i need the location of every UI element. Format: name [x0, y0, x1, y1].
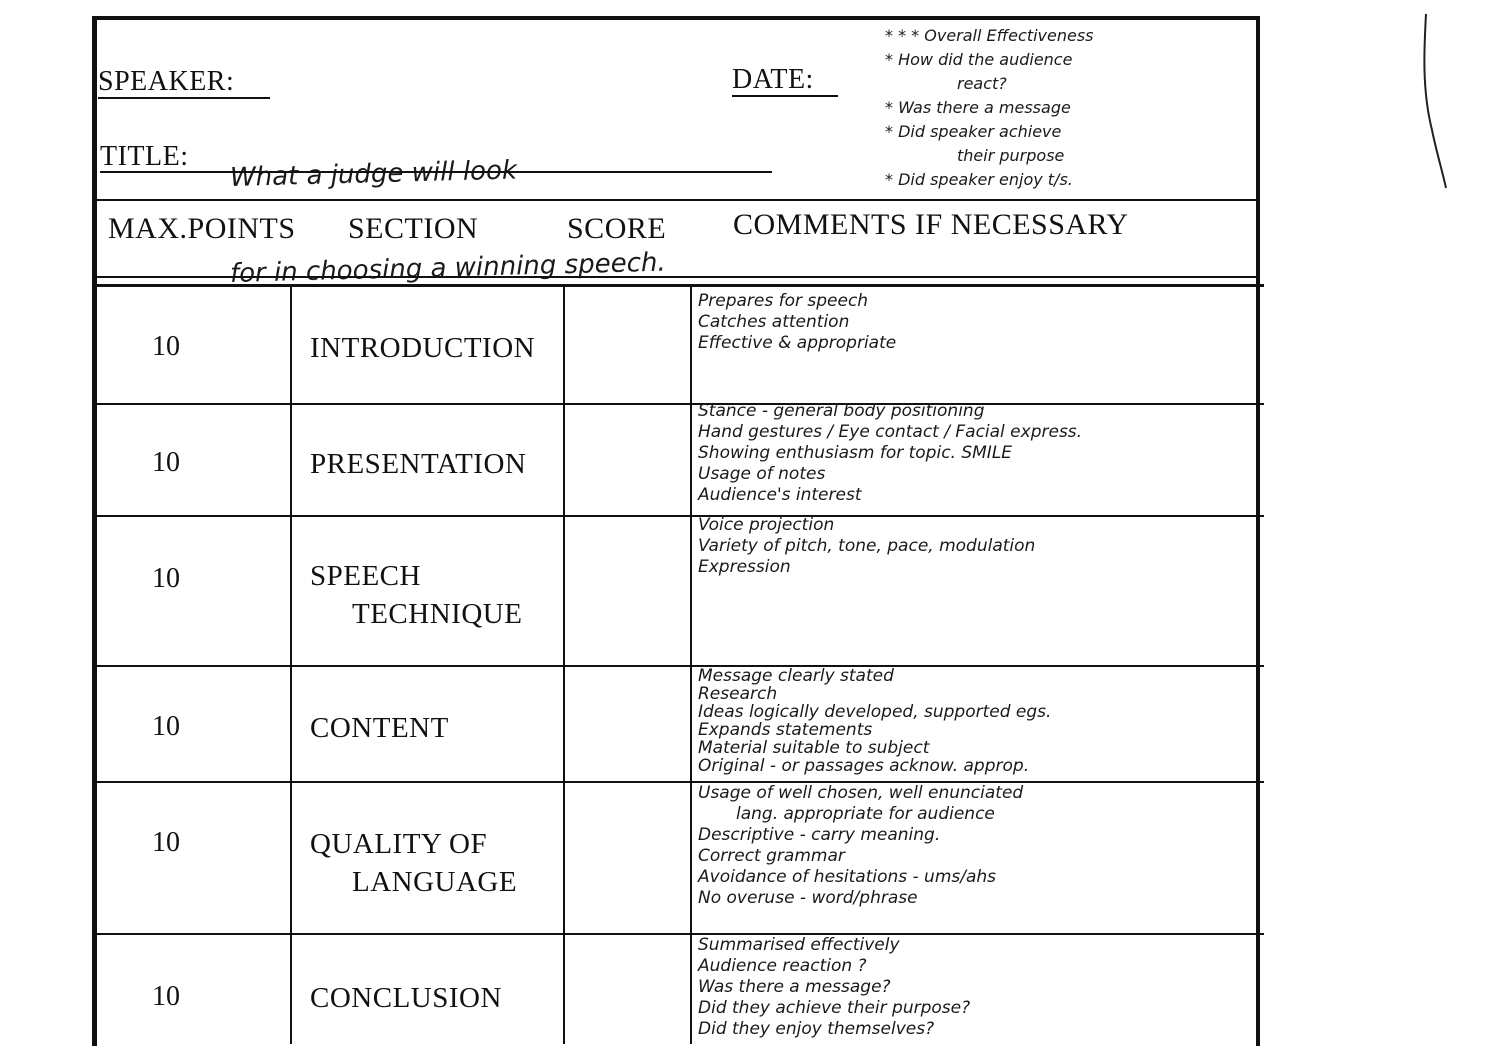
column-section: SECTION — [348, 212, 479, 245]
note-purpose: their purpose — [957, 146, 1065, 165]
margin-mark — [1420, 10, 1450, 190]
comment-line: Hand gestures / Eye contact / Facial express. — [698, 422, 1083, 442]
comment-line: lang. appropriate for audience — [736, 804, 995, 824]
comment-line: Variety of pitch, tone, pace, modulation — [698, 536, 1036, 556]
row-section — [310, 979, 502, 1017]
corner-notes — [885, 24, 1255, 192]
note-achieve: * Did speaker achieve — [885, 122, 1062, 141]
header-divider-top — [96, 199, 1260, 201]
row-comments — [698, 401, 1258, 506]
section-line-1: SPEECH — [310, 560, 421, 592]
section-line-2: LANGUAGE — [352, 866, 518, 898]
section-line-1: INTRODUCTION — [310, 332, 536, 364]
note-enjoy: * Did speaker enjoy t/s. — [885, 170, 1073, 189]
row-section — [310, 709, 449, 747]
column-comments: COMMENTS IF NECESSARY — [733, 208, 1129, 241]
row-section — [310, 445, 526, 483]
row-comments — [698, 667, 1258, 775]
row-points: 10 — [152, 447, 180, 478]
comment-line: Was there a message? — [698, 977, 891, 997]
comment-line: Audience's interest — [698, 485, 862, 505]
comment-line: Correct grammar — [698, 846, 845, 866]
comment-line: No overuse - word/phrase — [698, 888, 918, 908]
scoring-table — [92, 284, 1264, 1044]
row-comments — [698, 935, 1258, 1040]
section-line-1: CONTENT — [310, 712, 449, 744]
comment-line: Usage of notes — [698, 464, 826, 484]
title-line-1: What a judge will look — [229, 155, 518, 193]
row-points: 10 — [152, 711, 180, 742]
table-row-presentation — [92, 401, 1264, 517]
table-row-speech-technique — [92, 517, 1264, 667]
note-audience: * How did the audience — [885, 50, 1073, 69]
table-row-introduction — [92, 287, 1264, 405]
row-comments — [698, 515, 1258, 578]
comment-line: Did they achieve their purpose? — [698, 998, 971, 1018]
speaker-label: SPEAKER: — [98, 66, 235, 97]
comment-line: Research — [698, 684, 778, 704]
note-message: * Was there a message — [885, 98, 1071, 117]
comment-line: Original - or passages acknow. approp. — [698, 756, 1030, 776]
row-comments — [698, 783, 1258, 909]
comment-line: Voice projection — [698, 515, 835, 535]
comment-line: Catches attention — [698, 312, 850, 332]
table-row-conclusion — [92, 935, 1264, 1047]
column-score: SCORE — [567, 212, 667, 245]
comment-line: Descriptive - carry meaning. — [698, 825, 941, 845]
comment-line: Stance - general body positioning — [698, 401, 985, 421]
section-line-1: CONCLUSION — [310, 982, 502, 1014]
row-section — [310, 825, 517, 901]
comment-line: Material suitable to subject — [698, 738, 930, 758]
title-field-line[interactable] — [100, 171, 772, 173]
comment-line: Expression — [698, 557, 791, 577]
comment-line: Audience reaction ? — [698, 956, 867, 976]
comment-line: Did they enjoy themselves? — [698, 1019, 935, 1039]
note-overall: * * * Overall Effectiveness — [885, 26, 1094, 45]
title-line-2: for in choosing a winning speech. — [229, 247, 667, 289]
row-points: 10 — [152, 827, 180, 858]
comment-line: Expands statements — [698, 720, 873, 740]
section-line-1: PRESENTATION — [310, 448, 527, 480]
comment-line: Message clearly stated — [698, 666, 894, 686]
section-line-2: TECHNIQUE — [352, 598, 523, 630]
comment-line: Prepares for speech — [698, 291, 869, 311]
comment-line: Ideas logically developed, supported egs. — [698, 702, 1052, 722]
table-row-quality-of-language — [92, 783, 1264, 935]
row-points: 10 — [152, 331, 180, 362]
row-section — [310, 557, 522, 633]
comment-line: Summarised effectively — [698, 935, 900, 955]
header-divider-bottom — [96, 276, 1260, 278]
comment-line: Usage of well chosen, well enunciated — [698, 783, 1024, 803]
row-points: 10 — [152, 981, 180, 1012]
note-react: react? — [957, 74, 1007, 93]
section-line-1: QUALITY OF — [310, 828, 488, 860]
row-section — [310, 329, 535, 367]
comment-line: Effective & appropriate — [698, 333, 897, 353]
comment-line: Avoidance of hesitations - ums/ahs — [698, 867, 997, 887]
date-label: DATE: — [732, 64, 814, 95]
comment-line: Showing enthusiasm for topic. SMILE — [698, 443, 1013, 463]
date-field-line[interactable] — [732, 95, 838, 97]
row-comments — [698, 291, 1258, 354]
column-max-points: MAX.POINTS — [108, 212, 296, 245]
row-points: 10 — [152, 563, 180, 594]
title-label: TITLE: — [100, 141, 189, 172]
table-row-content — [92, 667, 1264, 783]
